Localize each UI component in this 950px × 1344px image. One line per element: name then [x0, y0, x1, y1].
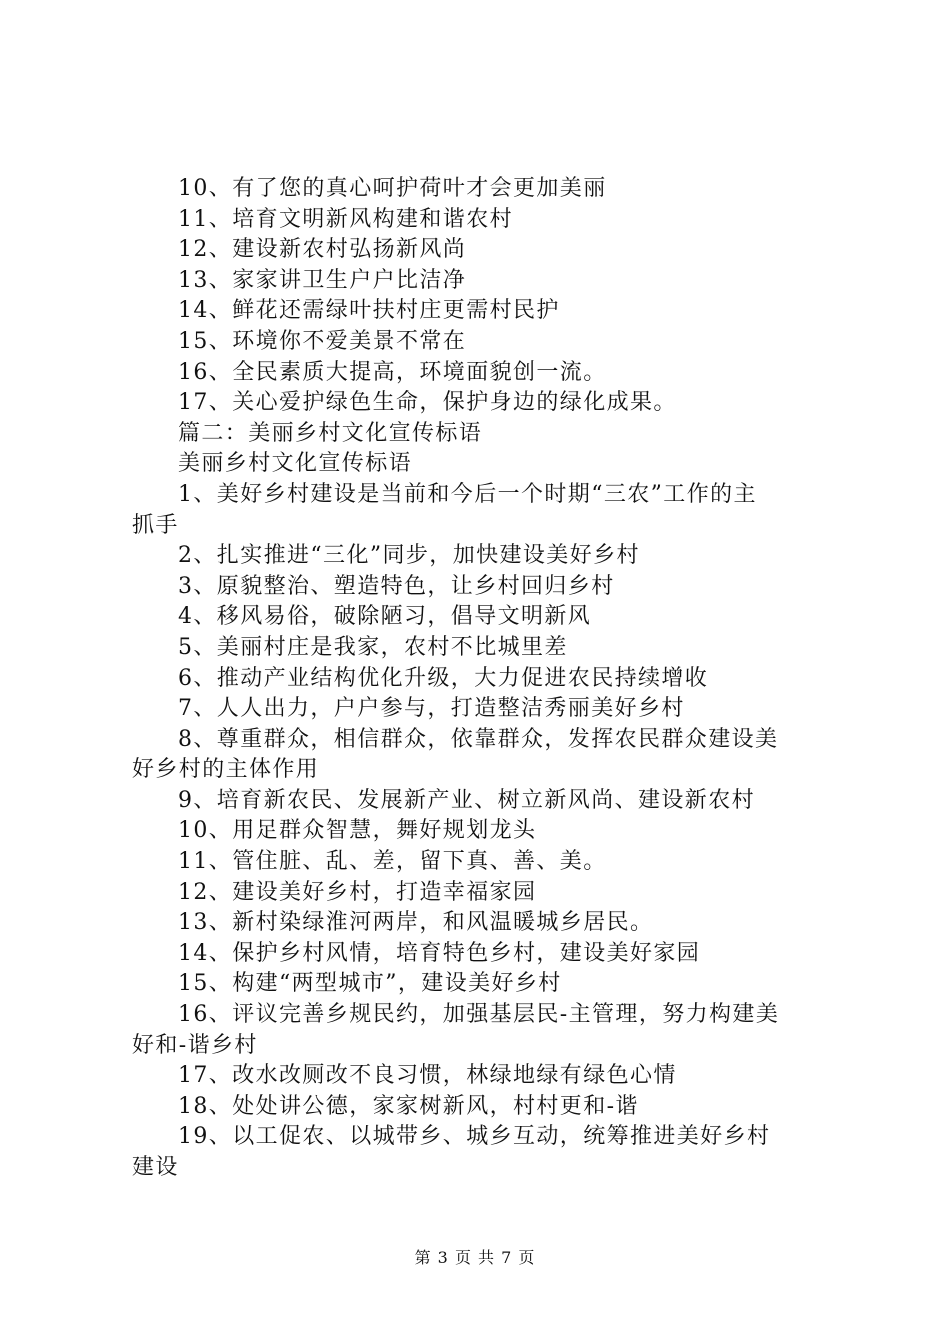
text-line: 美丽乡村文化宣传标语	[178, 451, 413, 477]
text-line: 篇二：美丽乡村文化宣传标语	[178, 420, 483, 446]
text-line: 4、移风易俗，破除陋习，倡导文明新风	[178, 604, 592, 630]
text-line-continuation: 建设	[132, 1155, 179, 1180]
text-line: 18、处处讲公德，家家树新风，村村更和-谐	[178, 1093, 639, 1119]
text-line: 3、原貌整治、塑造特色，让乡村回归乡村	[178, 573, 615, 599]
text-line: 11、管住脏、乱、差，留下真、善、美。	[178, 849, 607, 875]
text-line: 10、用足群众智慧，舞好规划龙头	[178, 818, 537, 844]
text-line-continuation: 好乡村的主体作用	[132, 757, 320, 783]
text-line: 19、以工促农、以城带乡、城乡互动，统筹推进美好乡村	[178, 1124, 771, 1150]
text-line: 13、家家讲卫生户户比洁净	[178, 267, 467, 293]
text-line: 7、人人出力，户户参与，打造整洁秀丽美好乡村	[178, 696, 685, 722]
text-line: 13、新村染绿淮河两岸，和风温暖城乡居民。	[178, 910, 654, 936]
text-line: 15、构建“两型城市”，建设美好乡村	[178, 971, 562, 997]
text-line: 1、美好乡村建设是当前和今后一个时期“三农”工作的主	[178, 481, 757, 507]
text-line: 14、保护乡村风情，培育特色乡村，建设美好家园	[178, 940, 701, 966]
text-line-continuation: 抓手	[132, 512, 179, 538]
text-line: 15、环境你不爱美景不常在	[178, 328, 467, 354]
text-line: 12、建设美好乡村，打造幸福家园	[178, 879, 537, 905]
text-line: 16、全民素质大提高，环境面貌创一流。	[178, 359, 607, 385]
text-line: 17、改水改厕改不良习惯，林绿地绿有绿色心情	[178, 1063, 677, 1089]
text-line: 6、推动产业结构优化升级，大力促进农民持续增收	[178, 665, 709, 691]
text-line-continuation: 好和-谐乡村	[132, 1032, 258, 1058]
document-body	[132, 174, 832, 1184]
text-line: 8、尊重群众，相信群众，依靠群众，发挥农民群众建设美	[178, 726, 779, 752]
text-line: 9、培育新农民、发展新产业、树立新风尚、建设新农村	[178, 787, 755, 813]
text-line: 10、有了您的真心呵护荷叶才会更加美丽	[178, 176, 607, 201]
text-line: 2、扎实推进“三化”同步，加快建设美好乡村	[178, 543, 640, 569]
page-footer: 第 3 页 共 7 页	[414, 1248, 536, 1267]
text-line: 16、评议完善乡规民约，加强基层民-主管理，努力构建美	[178, 1002, 780, 1028]
text-line: 14、鲜花还需绿叶扶村庄更需村民护	[178, 298, 560, 324]
text-line: 11、培育文明新风构建和谐农村	[178, 206, 513, 232]
text-line: 17、关心爱护绿色生命，保护身边的绿化成果。	[178, 390, 677, 416]
text-line: 12、建设新农村弘扬新风尚	[178, 237, 467, 263]
text-line: 5、美丽村庄是我家，农村不比城里差	[178, 634, 568, 660]
